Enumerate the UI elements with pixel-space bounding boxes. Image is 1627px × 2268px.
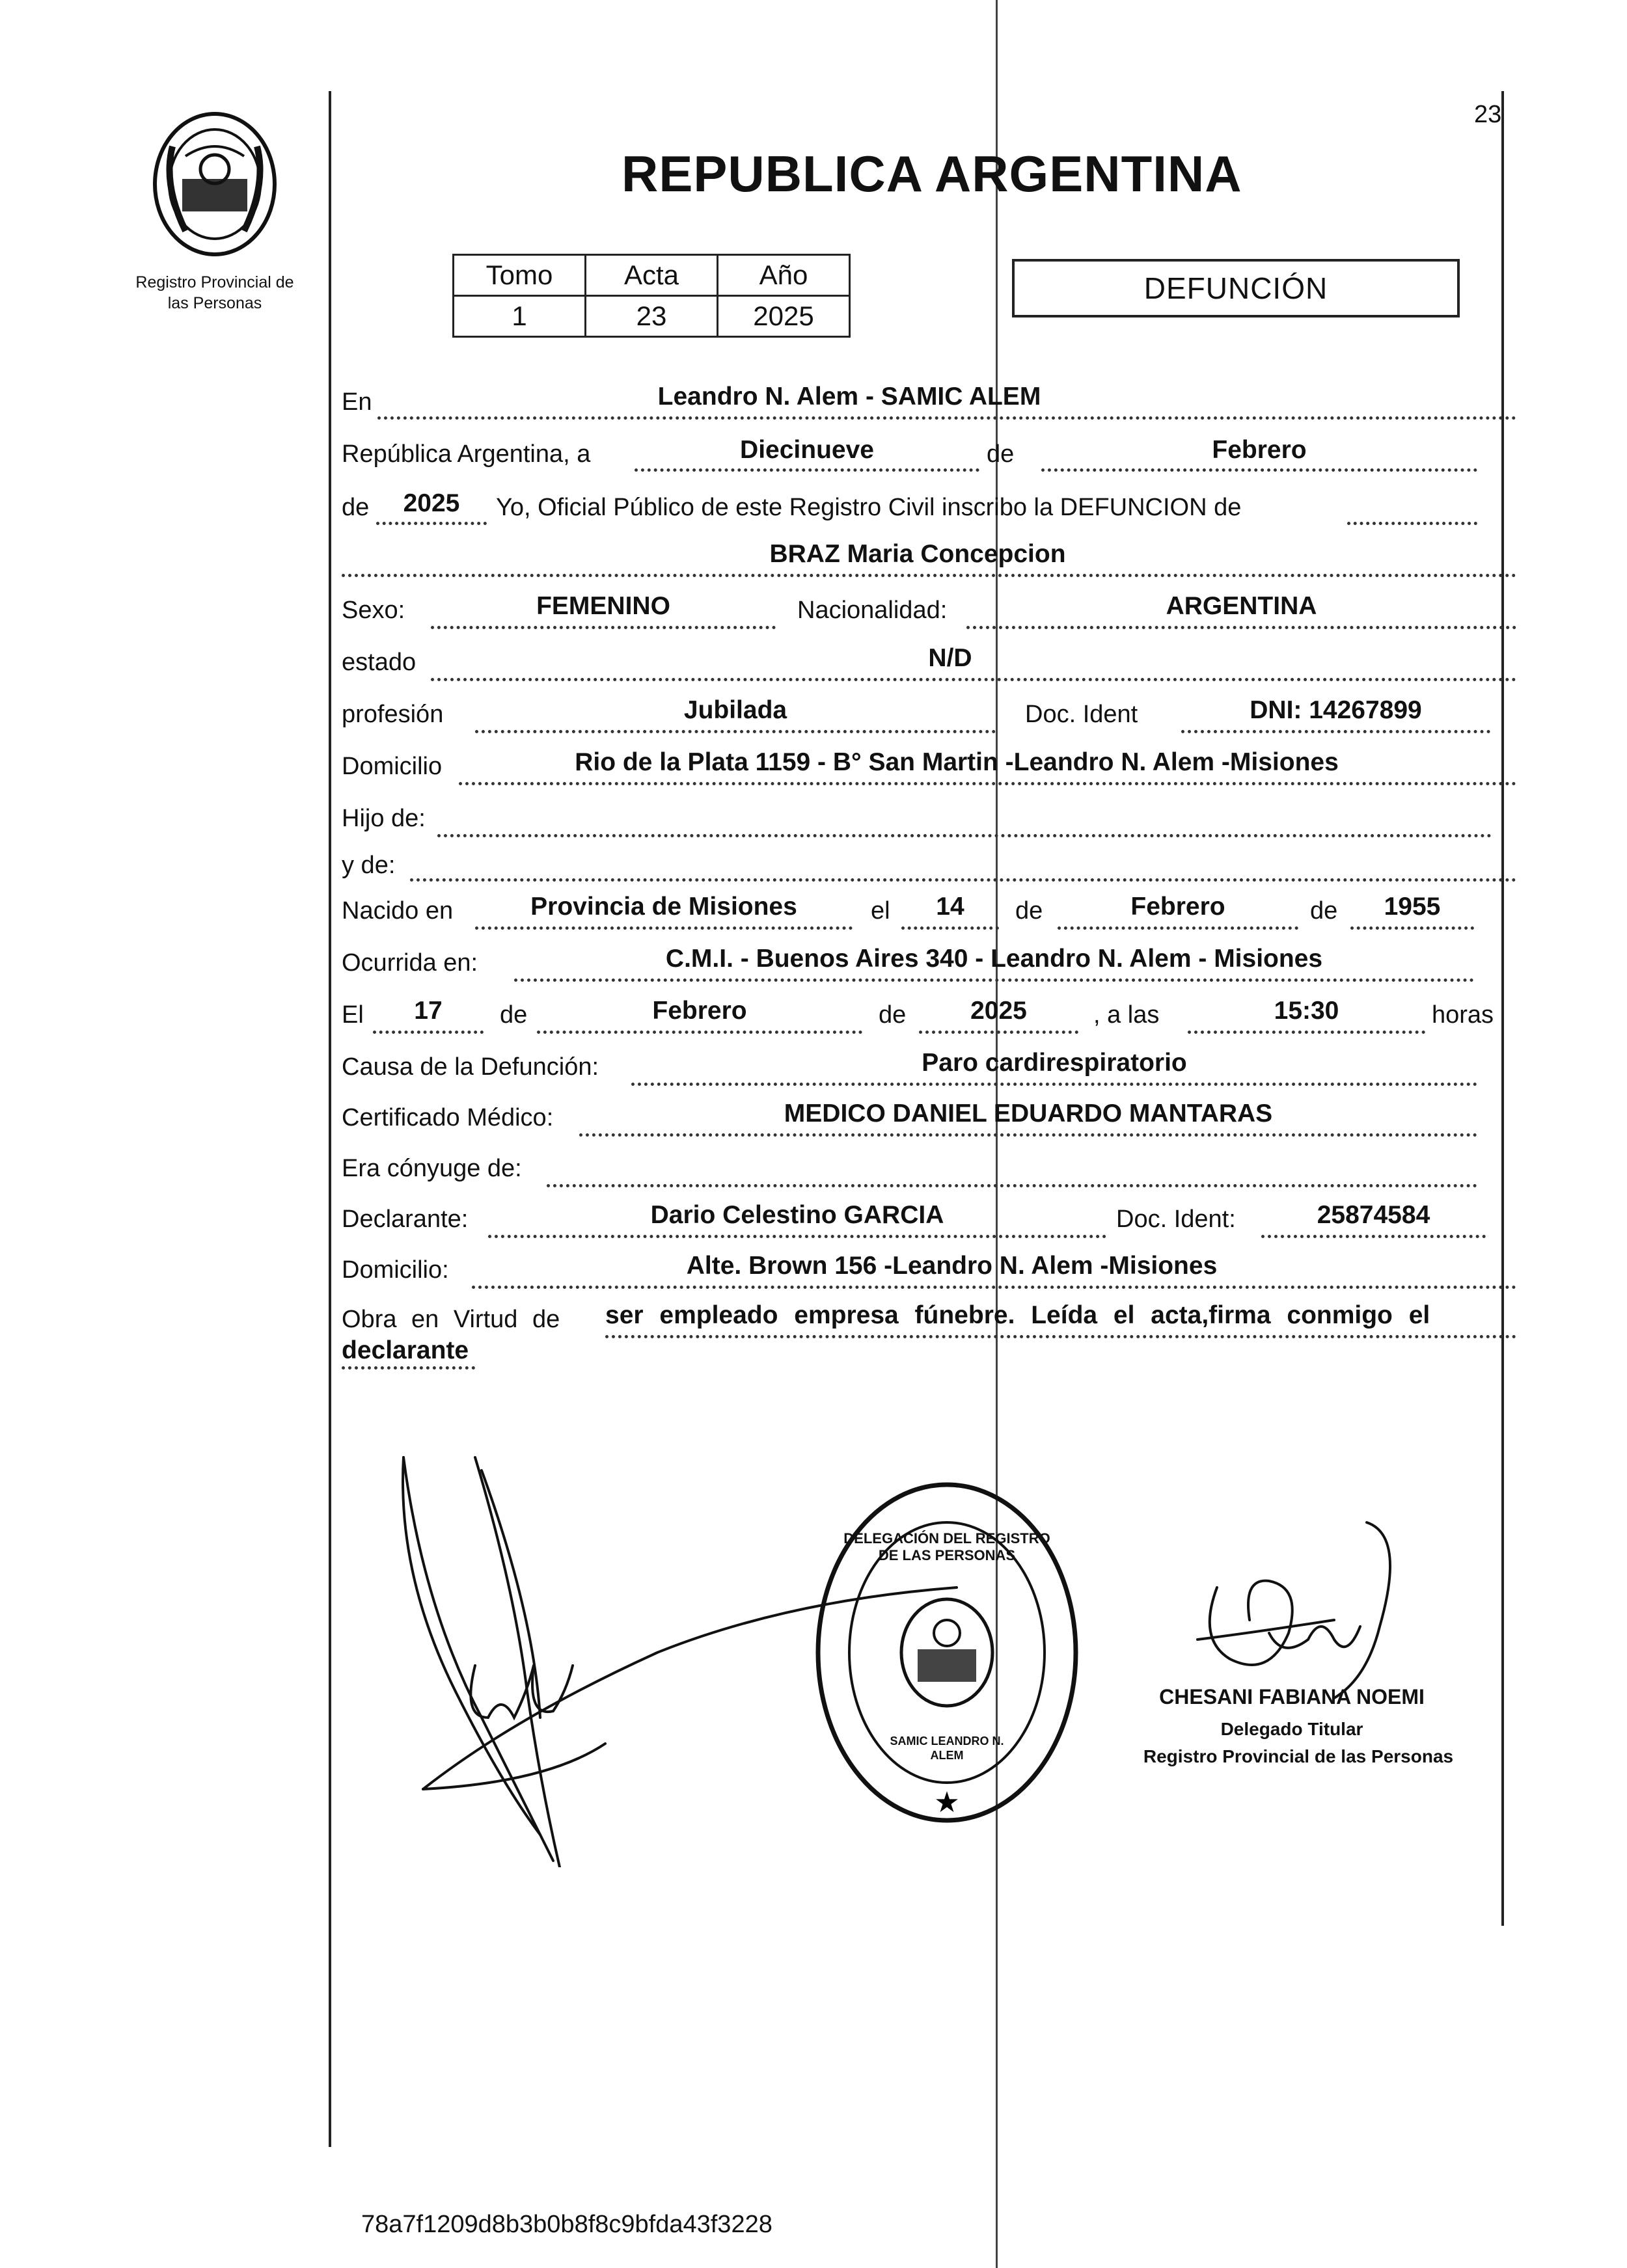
en-label: En bbox=[342, 388, 372, 416]
birth-month: Febrero bbox=[1130, 893, 1225, 921]
official-name: CHESANI FABIANA NOEMI bbox=[1159, 1685, 1425, 1708]
domicilio-line bbox=[459, 782, 1516, 785]
death-time: 15:30 bbox=[1274, 997, 1339, 1025]
ocurrida-value: C.M.I. - Buenos Aires 340 - Leandro N. Alem - Misiones bbox=[665, 945, 1323, 973]
death-time-line bbox=[1188, 1031, 1425, 1034]
birth-month-line bbox=[1058, 926, 1298, 930]
year-label: de bbox=[342, 494, 370, 521]
death-day-line bbox=[373, 1031, 484, 1034]
doc2-line bbox=[1261, 1235, 1486, 1238]
sexo-value: FEMENINO bbox=[536, 592, 670, 620]
death-year-line bbox=[919, 1031, 1078, 1034]
declarante-line bbox=[488, 1235, 1106, 1238]
svg-text:★: ★ bbox=[934, 1786, 960, 1819]
month-line bbox=[1041, 468, 1477, 472]
profesion-line bbox=[475, 730, 996, 733]
nacido-label: Nacido en bbox=[342, 897, 454, 925]
domicilio-value: Rio de la Plata 1159 - B° San Martin -Leandro N. Alem -Misiones bbox=[575, 748, 1339, 776]
seal-ring-text: DELEGACIÓN DEL REGISTRO DE LAS PERSONAS bbox=[843, 1530, 1050, 1563]
estado-label: estado bbox=[342, 649, 417, 676]
doc2-value: 25874584 bbox=[1317, 1201, 1430, 1229]
province-emblem bbox=[146, 107, 283, 257]
de5-label: de bbox=[879, 1001, 907, 1029]
registry-seal bbox=[810, 1477, 1084, 1835]
conyuge-label: Era cónyuge de: bbox=[342, 1155, 522, 1182]
domicilio2-label: Domicilio: bbox=[342, 1256, 449, 1284]
declarante-value: Dario Celestino GARCIA bbox=[650, 1201, 944, 1229]
birth-year-line bbox=[1350, 926, 1474, 930]
official-role: Delegado Titular bbox=[1220, 1719, 1363, 1739]
estado-line bbox=[431, 678, 1516, 681]
causa-value: Paro cardirespiratorio bbox=[922, 1049, 1187, 1077]
year-line bbox=[376, 522, 487, 525]
value-tomo: 1 bbox=[454, 296, 586, 337]
sexo-label: Sexo: bbox=[342, 597, 405, 624]
obra-value-cont: declarante bbox=[342, 1336, 469, 1364]
name-line bbox=[342, 574, 1516, 577]
record-table bbox=[452, 254, 851, 338]
deceased-name: BRAZ Maria Concepcion bbox=[769, 540, 1066, 568]
birth-day: 14 bbox=[936, 893, 964, 921]
month-value: Febrero bbox=[1212, 436, 1307, 464]
profesion-value: Jubilada bbox=[683, 696, 787, 724]
domicilio2-line bbox=[472, 1286, 1516, 1289]
nacido-line bbox=[475, 926, 853, 930]
certificado-line bbox=[579, 1133, 1477, 1137]
yde-line bbox=[410, 878, 1516, 882]
sexo-line bbox=[431, 626, 776, 629]
death-year: 2025 bbox=[970, 997, 1027, 1025]
de2-label: de bbox=[1015, 897, 1043, 925]
page-number: 23 bbox=[1474, 101, 1502, 128]
seal-inner-text: SAMIC LEANDRO N. ALEM bbox=[890, 1735, 1004, 1762]
obra-cont-line bbox=[342, 1366, 475, 1370]
causa-label: Causa de la Defunción: bbox=[342, 1053, 599, 1081]
de4-label: de bbox=[500, 1001, 528, 1029]
doc-line bbox=[1181, 730, 1490, 733]
nacionalidad-value: ARGENTINA bbox=[1166, 592, 1317, 620]
obra-label: Obra en Virtud de bbox=[342, 1306, 560, 1333]
en-value: Leandro N. Alem - SAMIC ALEM bbox=[657, 383, 1041, 411]
oficial-text: Yo, Oficial Público de este Registro Civil inscribo la DEFUNCION de bbox=[496, 494, 1242, 521]
death-month: Febrero bbox=[652, 997, 747, 1025]
ocurrida-label: Ocurrida en: bbox=[342, 949, 478, 977]
de3-label: de bbox=[1310, 897, 1338, 925]
day-line bbox=[635, 468, 979, 472]
emblem-caption-line1: Registro Provincial de bbox=[135, 273, 294, 291]
birth-day-line bbox=[901, 926, 999, 930]
doc-value: DNI: 14267899 bbox=[1250, 696, 1422, 724]
declarante-label: Declarante: bbox=[342, 1206, 469, 1233]
value-ano: 2025 bbox=[718, 296, 850, 337]
profesion-label: profesión bbox=[342, 701, 444, 728]
nacionalidad-label: Nacionalidad: bbox=[797, 597, 948, 624]
republica-label: República Argentina, a bbox=[342, 440, 591, 468]
alas-label: , a las bbox=[1093, 1001, 1160, 1029]
left-margin-line bbox=[329, 91, 331, 2147]
nacionalidad-line bbox=[966, 626, 1516, 629]
official-signature bbox=[1171, 1509, 1419, 1705]
de-label: de bbox=[987, 440, 1015, 468]
emblem-caption-line2: las Personas bbox=[167, 294, 262, 312]
horas-label: horas bbox=[1432, 1001, 1494, 1029]
death-day: 17 bbox=[414, 997, 443, 1025]
document-hash: 78a7f1209d8b3b0b8f8c9bfda43f3228 bbox=[361, 2211, 772, 2238]
certificado-label: Certificado Médico: bbox=[342, 1104, 554, 1131]
birth-year: 1955 bbox=[1384, 893, 1441, 921]
right-margin-line bbox=[1501, 91, 1504, 1926]
conyuge-line bbox=[547, 1184, 1477, 1187]
doc-label: Doc. Ident bbox=[1025, 701, 1138, 728]
yde-label: y de: bbox=[342, 852, 396, 879]
day-value: Diecinueve bbox=[740, 436, 874, 464]
official-office: Registro Provincial de las Personas bbox=[1143, 1746, 1454, 1766]
ocurrida-line bbox=[514, 979, 1474, 982]
header-acta: Acta bbox=[586, 255, 718, 296]
certificado-value: MEDICO DANIEL EDUARDO MANTARAS bbox=[784, 1100, 1273, 1127]
nacido-value: Provincia de Misiones bbox=[530, 893, 797, 921]
domicilio2-value: Alte. Brown 156 -Leandro N. Alem -Misiones bbox=[686, 1252, 1218, 1280]
domicilio-label: Domicilio bbox=[342, 753, 443, 780]
value-acta: 23 bbox=[586, 296, 718, 337]
death-month-line bbox=[537, 1031, 862, 1034]
record-type-box: DEFUNCIÓN bbox=[1012, 259, 1460, 317]
en-line bbox=[377, 416, 1516, 420]
page-title: REPUBLICA ARGENTINA bbox=[622, 145, 1242, 202]
year-value: 2025 bbox=[403, 489, 460, 517]
estado-value: N/D bbox=[928, 644, 972, 672]
hijo-label: Hijo de: bbox=[342, 805, 426, 832]
header-tomo: Tomo bbox=[454, 255, 586, 296]
el2-label: El bbox=[342, 1001, 364, 1029]
oficial-tail-line bbox=[1347, 522, 1477, 525]
header-ano: Año bbox=[718, 255, 850, 296]
doc2-label: Doc. Ident: bbox=[1116, 1206, 1236, 1233]
obra-value: ser empleado empresa fúnebre. Leída el acta,firma conmigo el bbox=[605, 1301, 1430, 1329]
causa-line bbox=[631, 1083, 1477, 1086]
hijo-line bbox=[437, 834, 1492, 837]
el-label: el bbox=[871, 897, 890, 925]
obra-line bbox=[605, 1335, 1516, 1338]
